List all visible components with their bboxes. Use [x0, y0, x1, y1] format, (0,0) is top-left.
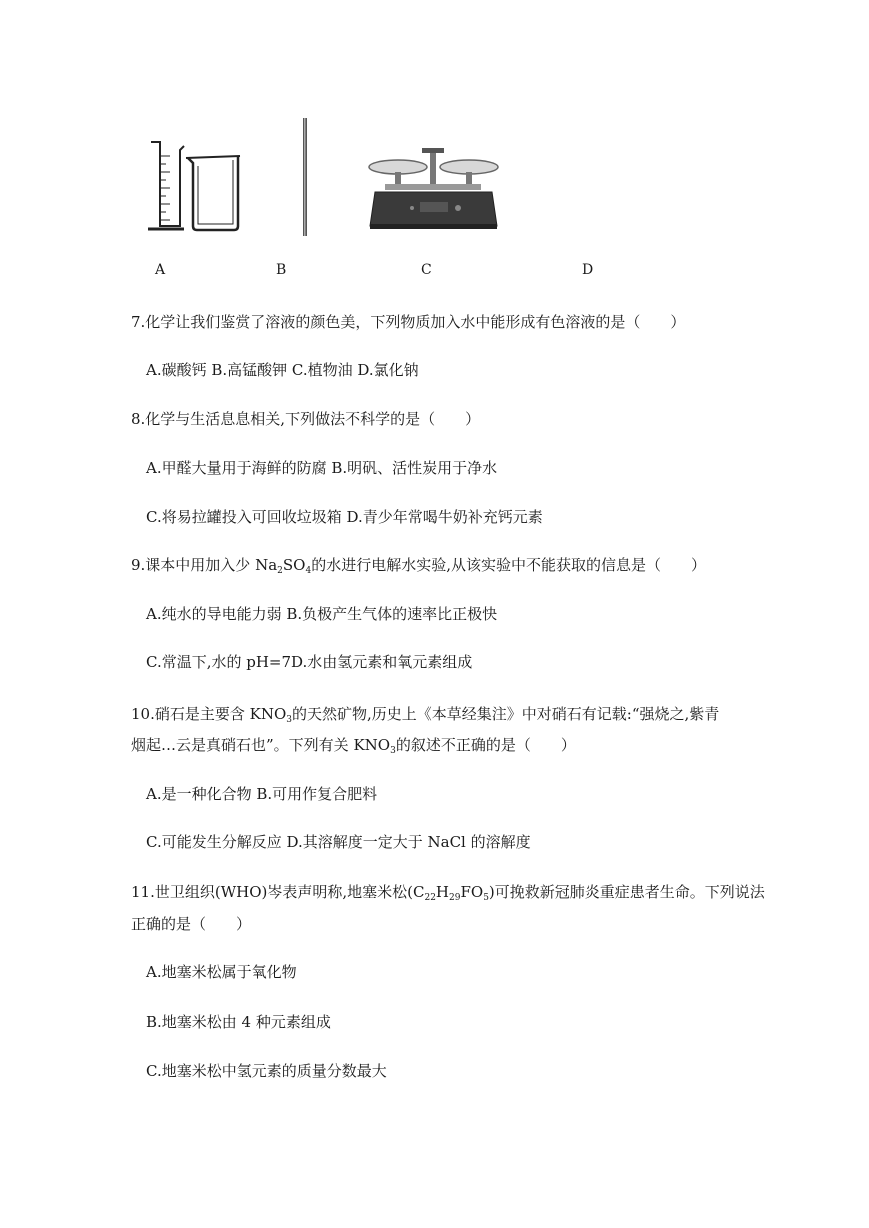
- q11-sub-c: 22: [424, 893, 436, 903]
- question-8-stem: 8.化学与生活息息相关,下列做法不科学的是（ ）: [131, 410, 481, 428]
- q11-sub-h: 29: [449, 893, 461, 903]
- balance-scale-icon: [369, 148, 498, 229]
- question-7-stem: 7.化学让我们鉴赏了溶液的颜色美，下列物质加入水中能形成有色溶液的是（ ）: [131, 313, 686, 331]
- q11-line1-pre: 11.世卫组织(WHO)岑表声明称,地塞米松(C: [131, 883, 425, 901]
- graduated-cylinder-icon: [148, 142, 184, 229]
- glass-rod-icon: [303, 118, 307, 236]
- q10-line2-post: 的叙述不正确的是（ ）: [395, 736, 576, 754]
- q11-sub-o: 5: [483, 893, 489, 903]
- q10-line2-pre: 烟起…云是真硝石也”。下列有关 KNO: [131, 736, 391, 754]
- q9-sub-2: 2: [277, 566, 283, 576]
- question-7-options: A.碳酸钙 B.高锰酸钾 C.植物油 D.氯化钠: [146, 361, 419, 379]
- question-8-options-ab: A.甲醛大量用于海鲜的防腐 B.明矾、活性炭用于净水: [146, 459, 498, 477]
- question-11-stem-line2: 正确的是（ ）: [131, 915, 252, 933]
- q10-line1-post: 的天然矿物,历史上《本草经集注》中对硝石有记载:“强烧之,紫青: [292, 705, 720, 723]
- figure-label-c: C: [421, 262, 432, 278]
- question-9-stem: [131, 555, 706, 575]
- question-10-stem-line2: [131, 735, 576, 755]
- question-10-stem-line1: [131, 704, 719, 724]
- beaker-icon: [186, 156, 240, 230]
- q9-stem-pre: 9.课本中用加入少 Na: [131, 556, 278, 574]
- q10-line2-sub: 3: [390, 746, 396, 756]
- q11-line1-post: )可挽救新冠肺炎重症患者生命。下列说法: [488, 883, 765, 901]
- question-11-option-a: A.地塞米松属于氧化物: [146, 963, 297, 981]
- question-11-option-c: C.地塞米松中氢元素的质量分数最大: [146, 1062, 387, 1080]
- figure-label-a: A: [155, 262, 166, 278]
- apparatus-figure: [0, 0, 869, 290]
- q11-mid-fo: FO: [460, 883, 484, 901]
- q9-stem-mid: SO: [282, 556, 306, 574]
- apparatus-drawing: [0, 0, 869, 290]
- question-11-option-b: B.地塞米松由 4 种元素组成: [146, 1013, 331, 1031]
- q9-stem-post: 的水进行电解水实验,从该实验中不能获取的信息是（ ）: [311, 556, 706, 574]
- question-9-options-ab: A.纯水的导电能力弱 B.负极产生气体的速率比正极快: [146, 605, 498, 623]
- question-8-options-cd: C.将易拉罐投入可回收垃圾箱 D.青少年常喝牛奶补充钙元素: [146, 508, 543, 526]
- q9-sub-4: 4: [305, 566, 312, 576]
- figure-label-b: B: [276, 262, 287, 278]
- q11-mid-h: H: [435, 883, 450, 901]
- question-9-options-cd: C.常温下,水的 pH=7D.水由氢元素和氧元素组成: [146, 653, 473, 671]
- q10-line1-pre: 10.硝石是主要含 KNO: [131, 705, 287, 723]
- question-10-options-cd: C.可能发生分解反应 D.其溶解度一定大于 NaCl 的溶解度: [146, 833, 531, 851]
- question-11-stem-line1: [131, 882, 765, 902]
- question-10-options-ab: A.是一种化合物 B.可用作复合肥料: [146, 785, 378, 803]
- figure-label-d: D: [582, 262, 594, 278]
- q10-line1-sub: 3: [286, 715, 292, 725]
